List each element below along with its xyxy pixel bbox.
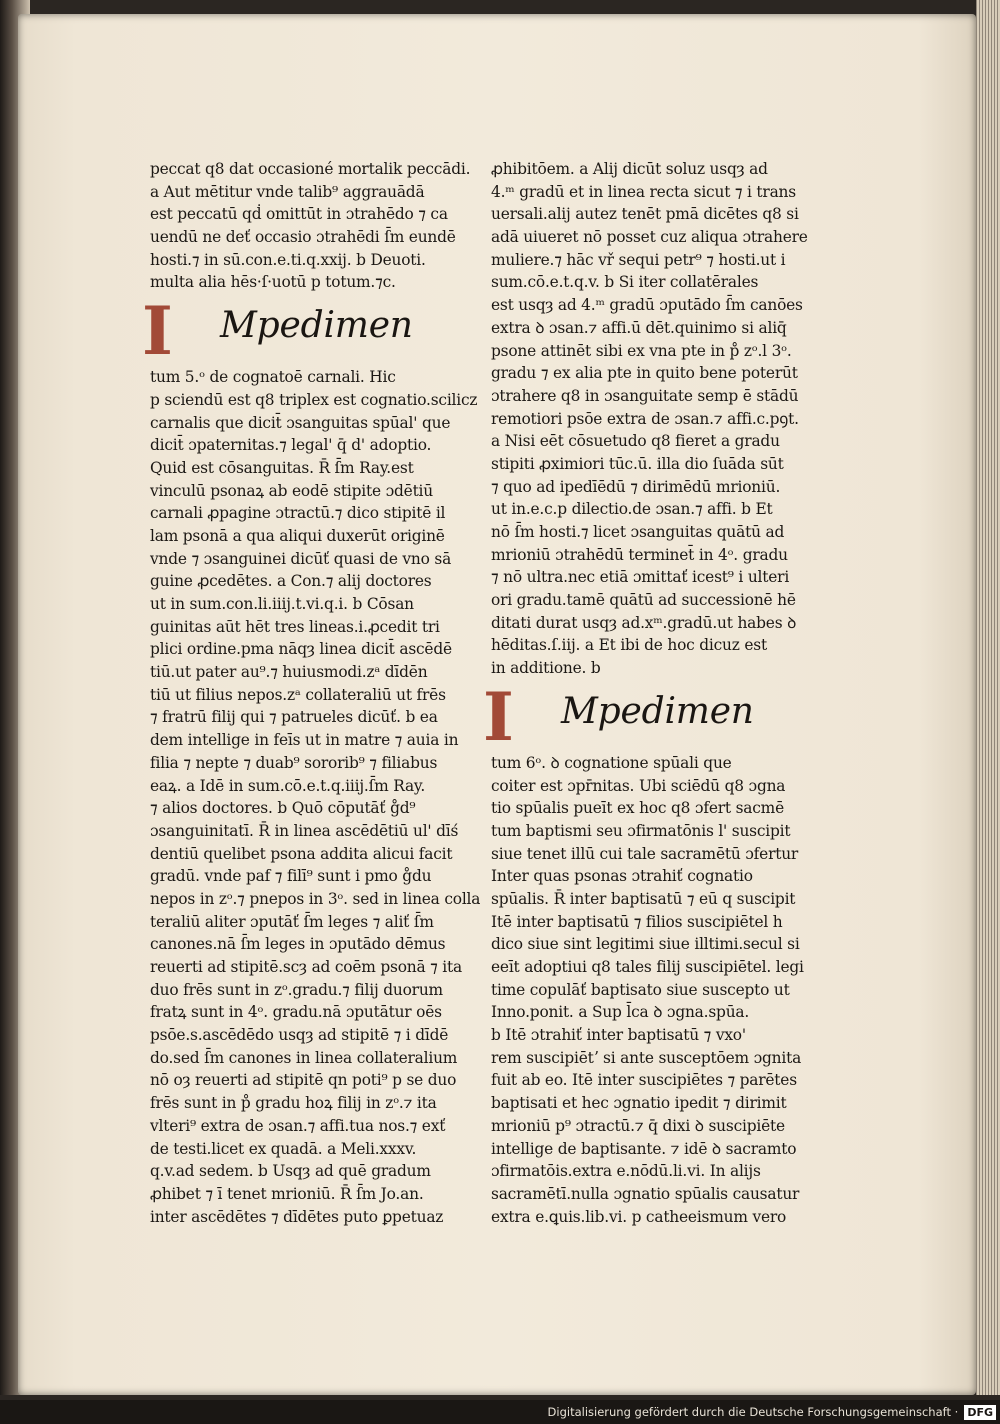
text-line: intellige de baptisante. ⁊ idē ꝺ sacramto: [491, 1139, 797, 1158]
text-line: in additione. b: [491, 659, 601, 678]
text-line: uendū ne deť occasio ɔtrahēdi ſ̄m eundē: [150, 228, 456, 247]
text-line: 4.ᵐ gradū et in linea recta sicut ⁊ i trans: [491, 182, 796, 201]
text-line: eaꝝ. a Idē in sum.cō.e.t.q.iiij.ſ̄m Ray.: [150, 776, 426, 795]
text-line: tum baptismi seu ɔfirmatōnis l' suscipit: [491, 821, 791, 840]
left-section-heading: [142, 292, 435, 371]
text-line: psōe.s.ascēdēdo usqȝ ad stipitē ⁊ i dīdē: [150, 1026, 449, 1045]
text-line: nō oȝ reuerti ad stipitē qn poti⁹ p se duo: [150, 1071, 457, 1090]
text-line: filia ⁊ nepte ⁊ duab⁹ sororib⁹ ⁊ filiabus: [150, 753, 438, 772]
text-line: time copulāť baptisato siue suscepto ut: [491, 980, 790, 999]
text-line: extra e.ꝗuis.lib.vi. p catheeismum vero: [491, 1207, 787, 1226]
text-line: ⁊ fratrū filij qui ⁊ patrueles dicūť. b ea: [150, 708, 438, 727]
text-line: dico siue sint legitimi siue illtimi.secul si: [491, 935, 800, 954]
text-line: est peccatū qḋ omittūt in ɔtrahēdo ⁊ ca: [150, 205, 448, 224]
text-line: tum 6ᵒ. ꝺ cognatione spūali que: [491, 753, 732, 772]
text-line: spūalis. R̄ inter baptisatū ⁊ eū q suscipit: [491, 889, 796, 908]
text-line: frēs sunt in p̊ gradu hoꝝ filij in zᵒ.⁊ ita: [150, 1094, 437, 1113]
text-line: ꝓhibitōem. a Alij dicūt soluz usqȝ ad: [491, 160, 768, 178]
text-line: hēditas.ſ.iij. a Et ibi de hoc dicuz est: [491, 636, 767, 655]
text-line: ut in.e.c.p dilectio.de ɔsan.⁊ affi. b Et: [491, 500, 773, 519]
text-line: q.v.ad sedem. b Usqȝ ad quē gradum: [150, 1162, 431, 1181]
text-line: vinculū psonaꝝ ab eodē stipite ɔdētiū: [150, 481, 433, 500]
text-line: lam psonā a qua aliqui duxerūt originē: [150, 526, 445, 545]
text-line: do.sed ſ̄m canones in linea collateralium: [150, 1048, 458, 1067]
text-line: Inter quas psonas ɔtrahiť cognatio: [491, 867, 753, 886]
text-line: ditati durat usqȝ ad.xᵐ.gradū.ut habes ꝺ: [491, 613, 797, 632]
text-line: p sciendū est q8 triplex est cognatio.scilicz: [150, 390, 478, 409]
text-line: Quid est cōsanguitas. R̄ ſ̄m Ray.est: [150, 458, 414, 477]
text-line: plici ordine.pma nāqȝ linea dicit̄ ascēdē: [150, 640, 452, 659]
section-title: Mpedimen: [561, 690, 754, 732]
text-line: dem intellige in feīs ut in matre ⁊ auia in: [150, 731, 459, 750]
text-line: fuit ab eo. Itē inter suscipiētes ⁊ parētes: [491, 1071, 797, 1090]
left-top-text: [150, 158, 471, 294]
text-line: est usqȝ ad 4.ᵐ gradū ɔputādo ſ̄m canōes: [491, 296, 803, 315]
text-line: Inno.ponit. a Sup l̄ca ꝺ ɔgna.spūa.: [491, 1003, 750, 1022]
text-line: hosti.⁊ in sū.con.e.ti.q.xxij. b Deuoti.: [150, 250, 426, 269]
text-line: multa alia hēs·ſ·uotū p totum.⁊c.: [150, 273, 396, 292]
text-line: guine ꝓcedētes. a Con.⁊ alij doctores: [150, 572, 432, 591]
text-line: uersali.alij autez tenēt pmā dicētes q8 si: [491, 205, 799, 224]
text-line: extra ꝺ ɔsan.⁊ affi.ū dēt.quinimo si aliq̄: [491, 318, 787, 337]
text-line: Itē inter baptisatū ⁊ filios suscipiētel h: [491, 912, 783, 931]
text-line: vlteri⁹ extra de ɔsan.⁊ affi.tua nos.⁊ exť: [150, 1116, 446, 1135]
text-line: ut in sum.con.li.iiij.t.vi.q.i. b Cōsan: [150, 595, 414, 613]
text-line: dentiū quelibet psona addita alicui facit: [150, 844, 453, 863]
footer-credit: Digitalisierung gefördert durch die Deutsche Forschungsgemeinschaft ·: [547, 1405, 959, 1419]
text-line: siue tenet illū cui tale sacramētū ɔfertur: [491, 844, 799, 863]
text-line: dicit̄ ɔpaternitas.⁊ legal' q̄ d' adoptio.: [150, 436, 432, 455]
right-top-text: [491, 158, 808, 680]
text-line: remotiori psōe extra de ɔsan.⁊ affi.c.pꝯt.: [491, 409, 799, 428]
text-line: gradū. vnde paf ⁊ filī⁹ sunt i pmo g̊du: [150, 867, 432, 886]
text-line: b Itē ɔtrahiť inter baptisatū ⁊ vxo': [491, 1026, 746, 1045]
right-column: [483, 158, 808, 1228]
text-line: tiū.ut pater au⁹.⁊ huiusmodi.zᵃ dīdēn: [150, 663, 428, 682]
text-line: nō ſ̄m hosti.⁊ licet ɔsanguitas quātū ad: [491, 523, 785, 541]
text-line: tiū ut filius nepos.zᵃ collateraliū ut frēs: [150, 685, 446, 704]
section-title: Mpedimen: [220, 305, 413, 347]
text-line: canones.nā ſ̄m leges in ɔputādo dēmus: [150, 935, 446, 954]
text-line: fratꝝ sunt in 4ᵒ. gradu.nā ɔputātur oēs: [150, 1003, 442, 1022]
text-line: psone attinēt sibi ex vna pte in p̊ zᵒ.l 3ᵒ.: [491, 341, 792, 360]
dfg-logo: DFG: [964, 1405, 996, 1420]
text-line: ɔfirmatōis.extra e.nōdū.li.vi. In alijs: [491, 1162, 761, 1181]
text-line: ⁊ alios doctores. b Quō cōputāť g̊d⁹: [150, 799, 416, 818]
text-line: ɔsanguinitatī. R̄ in linea ascēdētiū ul' dīś: [150, 821, 459, 840]
text-line: mrioniū p⁹ ɔtractū.⁊ q̄ dixi ꝺ suscipiēte: [491, 1116, 785, 1135]
text-line: rem suscipiētʼ si ante susceptōem ɔgnita: [491, 1048, 802, 1067]
digitization-footer: [0, 1400, 1000, 1424]
left-bottom-text: [150, 366, 481, 1228]
text-line: stipiti ꝓximiori tūc.ū. illa dio ſuāda sūt: [491, 454, 784, 473]
text-line: muliere.⁊ hāc vř sequi petr⁹ ⁊ hosti.ut i: [491, 250, 786, 269]
rubricated-initial: I: [142, 292, 173, 371]
text-line: teraliū aliter ɔputāť ſ̄m leges ⁊ aliť ſ̄m: [150, 912, 434, 931]
page-fore-edge: [976, 0, 1000, 1395]
text-line: tum 5.ᵒ de cognatoē carnali. Hic: [150, 368, 396, 387]
text-line: ⁊ nō ultra.nec etiā ɔmittať icest⁹ i ulteri: [491, 568, 790, 587]
left-column: [142, 158, 481, 1228]
text-line: carnali ꝓpagine ɔtractū.⁊ dico stipitē il: [150, 504, 446, 523]
text-line: ꝓhibet ⁊ ī tenet mrioniū. R̄ ſ̄m Jo.an.: [150, 1184, 424, 1203]
text-line: ori gradu.tamē quātū ad successionē hē: [491, 591, 796, 610]
text-line: carnalis que dicit̄ ɔsanguitas spūal' que: [150, 413, 451, 432]
text-line: eeīt adoptiui q8 tales filij suscipiētel. legi: [491, 958, 804, 976]
text-line: guinitas aūt hēt tres lineas.i.ꝓcedit tri: [150, 617, 440, 636]
rubricated-initial: I: [483, 677, 514, 756]
text-line: a Nisi eēt cōsuetudo q8 fieret a gradu: [491, 432, 780, 451]
right-bottom-text: [491, 752, 804, 1228]
text-line: mrioniū ɔtrahēdū terminet̄ in 4ᵒ. gradu: [491, 545, 788, 564]
text-line: sacramētī.nulla ɔgnatio spūalis causatur: [491, 1184, 800, 1203]
right-section-heading: [483, 677, 773, 756]
text-line: baptisati et hec ɔgnatio ipedit ⁊ dirimit: [491, 1094, 787, 1113]
text-line: inter ascēdētes ⁊ dīdētes puto ꝑpetuaz: [150, 1207, 444, 1226]
text-line: reuerti ad stipitē.scȝ ad coēm psonā ⁊ ita: [150, 958, 462, 976]
text-line: nepos in zᵒ.⁊ pnepos in 3ᵒ. sed in linea colla: [150, 889, 481, 908]
text-line: ɔtrahere q8 in ɔsanguitate semp ē stādū: [491, 386, 799, 405]
text-line: tio spūalis pueīt ex hoc q8 ɔfert sacmē: [491, 799, 784, 818]
text-line: gradu ⁊ ex alia pte in quito bene poterūt: [491, 364, 798, 383]
text-line: ⁊ quo ad ipedīēdū ⁊ dirimēdū mrioniū.: [491, 477, 781, 496]
text-line: duo frēs sunt in zᵒ.gradu.⁊ filij duorum: [150, 980, 443, 999]
text-line: coiter est ɔpr̄nitas. Ubi sciēdū q8 ɔgna: [491, 776, 786, 795]
text-line: peccat q8 dat occasioné mortalik peccādi.: [150, 160, 471, 178]
text-line: de testi.licet ex quadā. a Meli.xxxv.: [150, 1139, 417, 1158]
text-line: sum.cō.e.t.q.v. b Si iter collatērales: [491, 273, 759, 292]
text-line: adā uiueret nō posset cuz aliqua ɔtrahere: [491, 228, 808, 247]
text-line: a Aut mētitur vnde talib⁹ aggrauādā: [150, 182, 425, 201]
text-line: vnde ⁊ ɔsanguinei dicūť quasi de vno sā: [150, 549, 452, 568]
